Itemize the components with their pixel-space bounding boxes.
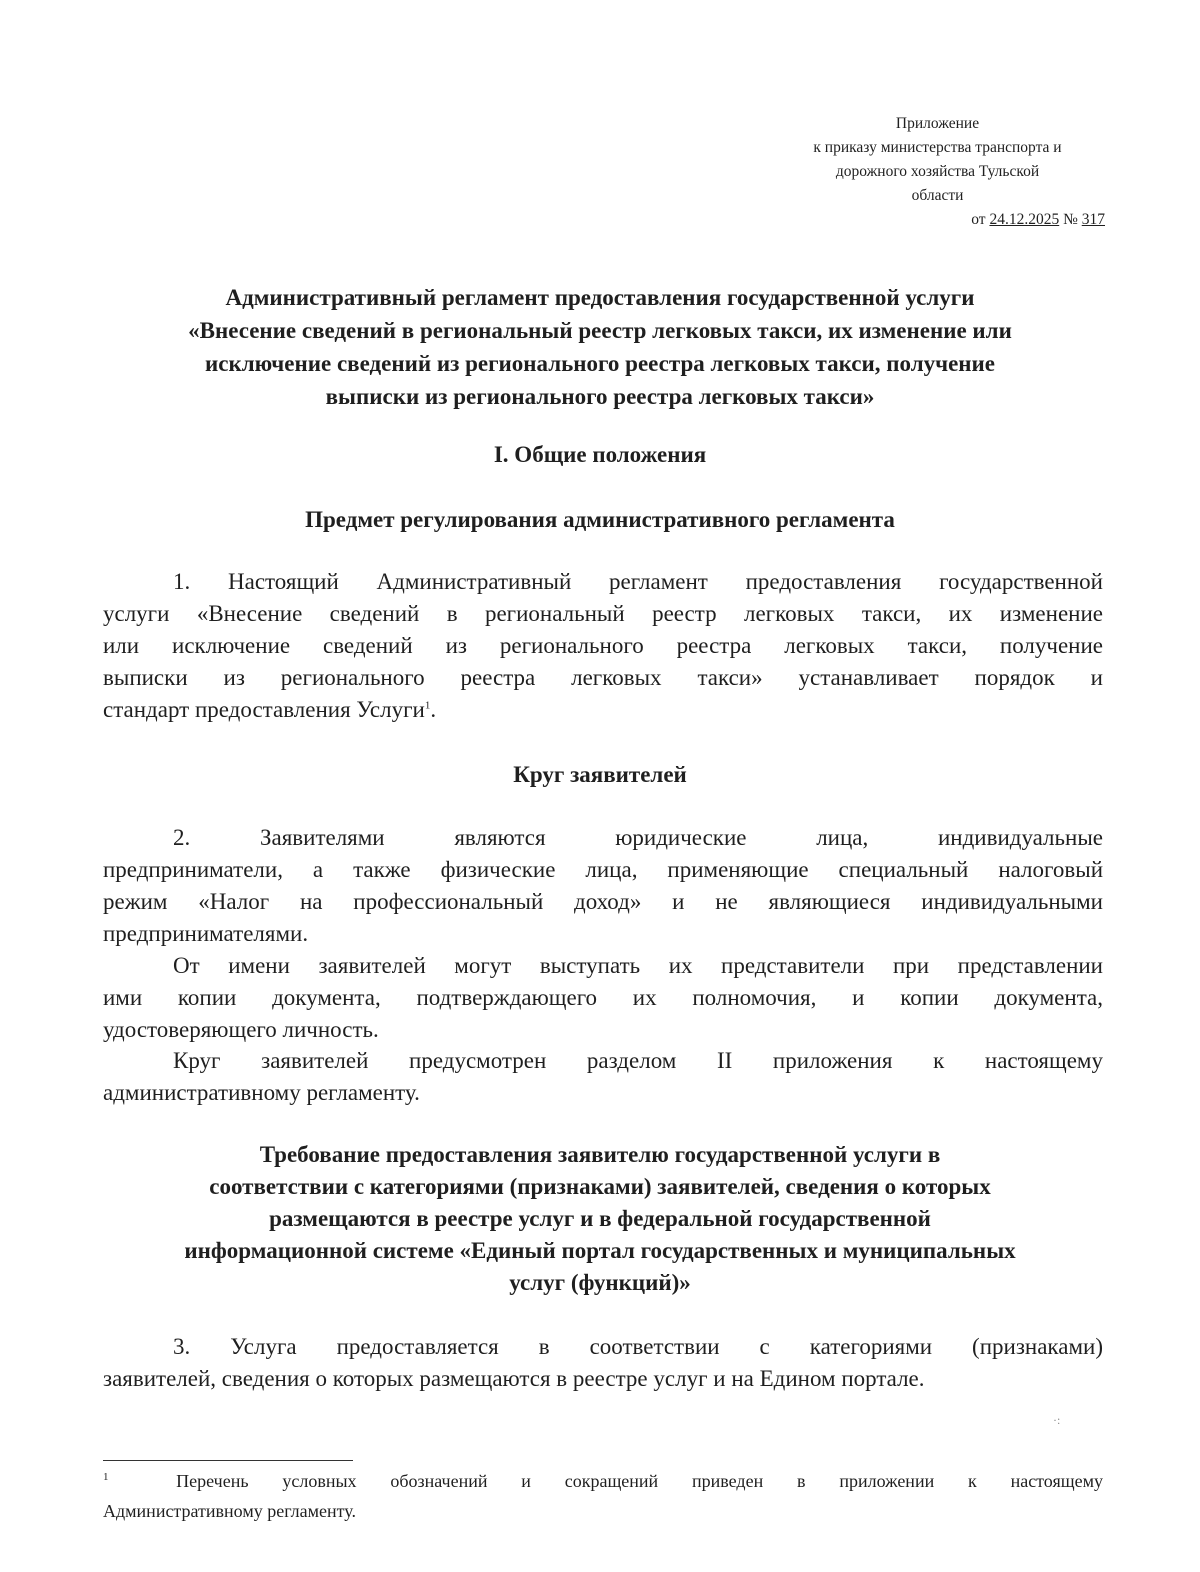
paragraph-1 (103, 566, 1103, 726)
paragraph-5 (103, 1331, 1103, 1395)
heading-line: Требование предоставления заявителю государственной услуги в (259, 1142, 941, 1167)
approval-block (770, 112, 1105, 232)
approval-date-line (770, 208, 1105, 232)
heading-line: информационной системе «Единый портал государственных и муниципальных (184, 1238, 1016, 1263)
paragraph-line: услуги «Внесение сведений в региональный реестр легковых такси, их изменение (103, 601, 1103, 626)
footnote (103, 1466, 1103, 1526)
approval-line: Приложение (895, 115, 980, 132)
title-line: исключение сведений из регионального реестра легковых такси, получение (204, 351, 996, 376)
paragraph-line: Круг заявителей предусмотрен разделом II приложения к настоящему (173, 1048, 1103, 1073)
footnote-line (103, 1466, 1103, 1496)
footnote-line: Административному регламенту. (103, 1501, 356, 1521)
paragraph-2 (103, 822, 1103, 950)
paragraph-line: предпринимателями. (103, 921, 309, 946)
heading-line: услуг (функций)» (509, 1270, 691, 1295)
order-date: 24.12.2025 (989, 211, 1060, 228)
paragraph-line: От имени заявителей могут выступать их представители при представлении (173, 953, 1103, 978)
approval-line: области (911, 187, 964, 204)
title-line: «Внесение сведений в региональный реестр легковых такси, их изменение или (188, 318, 1012, 343)
order-number: 317 (1081, 211, 1105, 228)
document-title (100, 281, 1100, 413)
footnote-reference: 1 (424, 699, 431, 712)
paragraph-line (103, 694, 1103, 726)
heading-line: размещаются в реестре услуг и в федеральной государственной (269, 1206, 931, 1231)
paragraph-line: или исключение сведений из регионального реестра легковых такси, получение (103, 633, 1103, 658)
paragraph-line: административному регламенту. (103, 1080, 420, 1105)
paragraph-4 (103, 1045, 1103, 1109)
paragraph-line: 1. Настоящий Административный регламент предоставления государственной (173, 569, 1103, 594)
title-line: выписки из регионального реестра легковых такси» (325, 384, 875, 409)
paragraph-line: заявителей, сведения о которых размещаются в реестре услуг и на Едином портале. (103, 1366, 925, 1391)
title-line: Административный регламент предоставления государственной услуги (225, 285, 975, 310)
number-prefix: № (1059, 211, 1082, 228)
paragraph-line: удостоверяющего личность. (103, 1017, 379, 1042)
paragraph-line: 2. Заявителями являются юридические лица, индивидуальные (173, 825, 1103, 850)
date-prefix: от (971, 211, 990, 228)
paragraph-3 (103, 950, 1103, 1046)
footnote-text: Перечень условных обозначений и сокращений приведен в приложении к настоящему (176, 1471, 1103, 1491)
paragraph-line: 3. Услуга предоставляется в соответствии с категориями (признаками) (173, 1334, 1103, 1359)
paragraph-line: режим «Налог на профессиональный доход» и не являющиеся индивидуальными (103, 889, 1103, 914)
scan-speck: ·: (1053, 1413, 1061, 1427)
requirement-heading (100, 1139, 1100, 1299)
heading-line: соответствии с категориями (признаками) заявителей, сведения о которых (209, 1174, 991, 1199)
section-heading-general: I. Общие положения (493, 442, 707, 467)
applicants-heading: Круг заявителей (513, 762, 687, 787)
paragraph-end: . (430, 697, 437, 722)
footnote-divider (103, 1460, 353, 1461)
paragraph-line: ими копии документа, подтверждающего их полномочия, и копии документа, (103, 985, 1103, 1010)
footnote-mark: 1 (103, 1471, 109, 1483)
subject-heading: Предмет регулирования административного регламента (305, 507, 895, 532)
paragraph-text: стандарт предоставления Услуги (103, 697, 425, 722)
approval-line: дорожного хозяйства Тульской (835, 163, 1040, 180)
paragraph-line: выписки из регионального реестра легковых такси» устанавливает порядок и (103, 665, 1103, 690)
approval-line: к приказу министерства транспорта и (813, 139, 1062, 156)
paragraph-line: предприниматели, а также физические лица, применяющие специальный налоговый (103, 857, 1103, 882)
